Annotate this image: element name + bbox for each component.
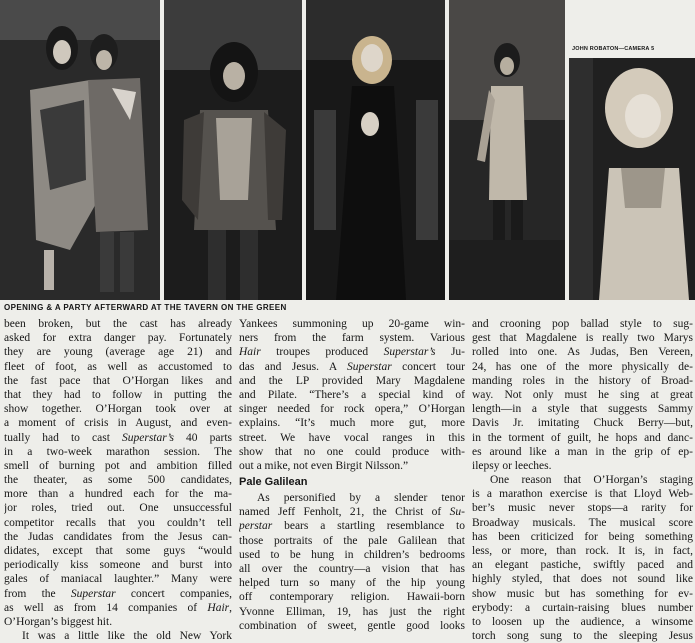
text-line: It was a little like the old New York bbox=[22, 630, 232, 643]
text-line: used to be hung in children’s bedrooms bbox=[239, 548, 465, 561]
text-line: Hair troupes produced Superstar’s Ju- bbox=[239, 346, 465, 359]
text-line: torch song sung to the sleeping Jesus bbox=[472, 630, 693, 643]
text-line: less, or more, than rock. It is, in fact, bbox=[472, 545, 693, 557]
text-line: and the LP provided Mary Magdalene bbox=[239, 374, 465, 387]
text-line: show music but has something for ev- bbox=[472, 587, 693, 600]
text-line: es around like a man in the grip of ep- bbox=[472, 445, 693, 458]
text-line: highly styled, that does not sound like bbox=[472, 573, 693, 586]
text-line: way. Not only must he sing at great bbox=[472, 388, 693, 401]
text-line: that they had to follow in putting the bbox=[4, 388, 232, 401]
text-line: a moment of crisis in August, and even- bbox=[4, 417, 232, 430]
text-line: show that no one could produce with- bbox=[239, 445, 465, 458]
text-line: the Judas candidates from the Jesus can- bbox=[4, 530, 232, 543]
photo-credit: JOHN ROBATON—CAMERA 5 bbox=[572, 46, 655, 52]
text-line: as well as from 14 companies of Hair, bbox=[4, 601, 232, 614]
text-line: erybody: a curtain-raising blues number bbox=[472, 601, 693, 614]
text-line: One reason that O’Horgan’s staging bbox=[490, 474, 693, 487]
text-line: in the torment of guilt, he hops and danc- bbox=[472, 431, 693, 444]
text-line: 24, has one of the more physically de- bbox=[472, 360, 693, 373]
text-line: to loosen up the audience, a winsome bbox=[472, 615, 693, 628]
text-line: das and Jesus. A Superstar concert tour bbox=[239, 360, 465, 373]
text-line: O’Horgan’s biggest hit. bbox=[4, 615, 113, 628]
text-line: Yankees summoning up 20-game win- bbox=[239, 318, 465, 330]
text-line: the fast pace that O’Horgan likes and bbox=[4, 374, 232, 387]
text-column-1 bbox=[4, 317, 232, 643]
text-line: ber’s music never stops—a rarity for bbox=[472, 502, 693, 515]
text-line: off contemporary religion. Hawaii-born bbox=[239, 591, 465, 604]
text-line: gest that Magdalene is really two Marys bbox=[472, 332, 693, 345]
text-line: combination of sweet, gentle good looks bbox=[239, 619, 465, 632]
text-line: Broadway musicals. The musical score bbox=[472, 516, 693, 529]
text-line: explains. “It’s much more gut, more bbox=[239, 417, 465, 430]
text-line: helped turn so many of the hip young bbox=[239, 577, 465, 590]
text-line: asked for extra danger pay. Fortunately bbox=[4, 332, 232, 345]
photo-woman-dark-dress bbox=[306, 0, 445, 300]
text-line: Davis Jr. imitating Chuck Berry—but, bbox=[472, 417, 693, 430]
text-line: named Jeff Fenholt, 21, the Christ of Su- bbox=[239, 506, 465, 519]
text-line: fleet of foot, as well as accustomed to bbox=[4, 360, 232, 373]
text-line: been broken, but the cast has already bbox=[4, 318, 232, 330]
text-line: smell of burning pot and ambition filled bbox=[4, 459, 232, 472]
text-line: the theater, as some 500 candidates, bbox=[4, 474, 232, 487]
text-line: rolled into one. As Judas, Ben Vereen, bbox=[472, 346, 693, 359]
text-line: an elegant pastiche, swiftly paced and bbox=[472, 559, 693, 572]
text-line: perstar bears a startling resemblance to bbox=[239, 520, 465, 533]
text-line: Yvonne Elliman, 19, has just the right bbox=[239, 605, 465, 618]
text-line: show together. O’Horgan took over at bbox=[4, 403, 232, 416]
text-column-2 bbox=[239, 317, 465, 633]
text-line: periodically kiss someone and burst into bbox=[4, 559, 232, 572]
photo-laughing-woman bbox=[569, 58, 695, 300]
photo-caption: OPENING & A PARTY AFTERWARD AT THE TAVERN ON THE GREEN bbox=[4, 303, 287, 312]
text-line: manding roles in the history of Broad- bbox=[472, 374, 693, 387]
text-line: from the Superstar concert companies, bbox=[4, 587, 232, 600]
text-line: length—in a style that suggests Sammy bbox=[472, 403, 693, 416]
text-line: out a mike, not even Birgit Nilsson.” bbox=[239, 459, 409, 472]
text-line: is a marathon exercise is that Lloyd Web- bbox=[472, 488, 693, 501]
text-line: has been criticized for being something bbox=[472, 530, 693, 543]
text-line: ners from the farm system. Various bbox=[239, 332, 465, 345]
text-line: and Pilate. “There’s a special kind of bbox=[239, 388, 465, 401]
text-line: ilepsy or leeches. bbox=[472, 459, 552, 472]
text-line: and crooning pop ballad style to sug- bbox=[472, 318, 693, 330]
text-line: competitor recalls that you couldn’t tell bbox=[4, 516, 232, 529]
photo-thin-man bbox=[449, 0, 565, 300]
text-line: more than a hundred each for the ma- bbox=[4, 488, 232, 501]
text-line: all over the country—a vision that has bbox=[239, 563, 465, 575]
text-line: gales of maniacal laughter.” Many were bbox=[4, 573, 232, 586]
text-line: street. We have vocal ranges in this bbox=[239, 431, 465, 444]
subheading: Pale Galilean bbox=[239, 476, 308, 489]
photo-long-haired-man bbox=[164, 0, 302, 300]
text-line: jor roles, tried out. One unsuccessful bbox=[4, 502, 232, 515]
text-line: singer needed for rock opera,” O’Horgan bbox=[239, 403, 465, 416]
photo-couple bbox=[0, 0, 160, 300]
text-line: As personified by a slender tenor bbox=[257, 492, 465, 505]
text-line: they are young (average age 21) and bbox=[4, 346, 232, 359]
text-column-3 bbox=[472, 317, 693, 643]
text-line: tually had to cast Superstar’s 40 parts bbox=[4, 431, 232, 444]
text-line: didates, except that some guys “would bbox=[4, 545, 232, 557]
text-line: in a two-week marathon session. The bbox=[4, 445, 232, 458]
text-line: those portraits of the pale Galilean that bbox=[239, 534, 465, 547]
